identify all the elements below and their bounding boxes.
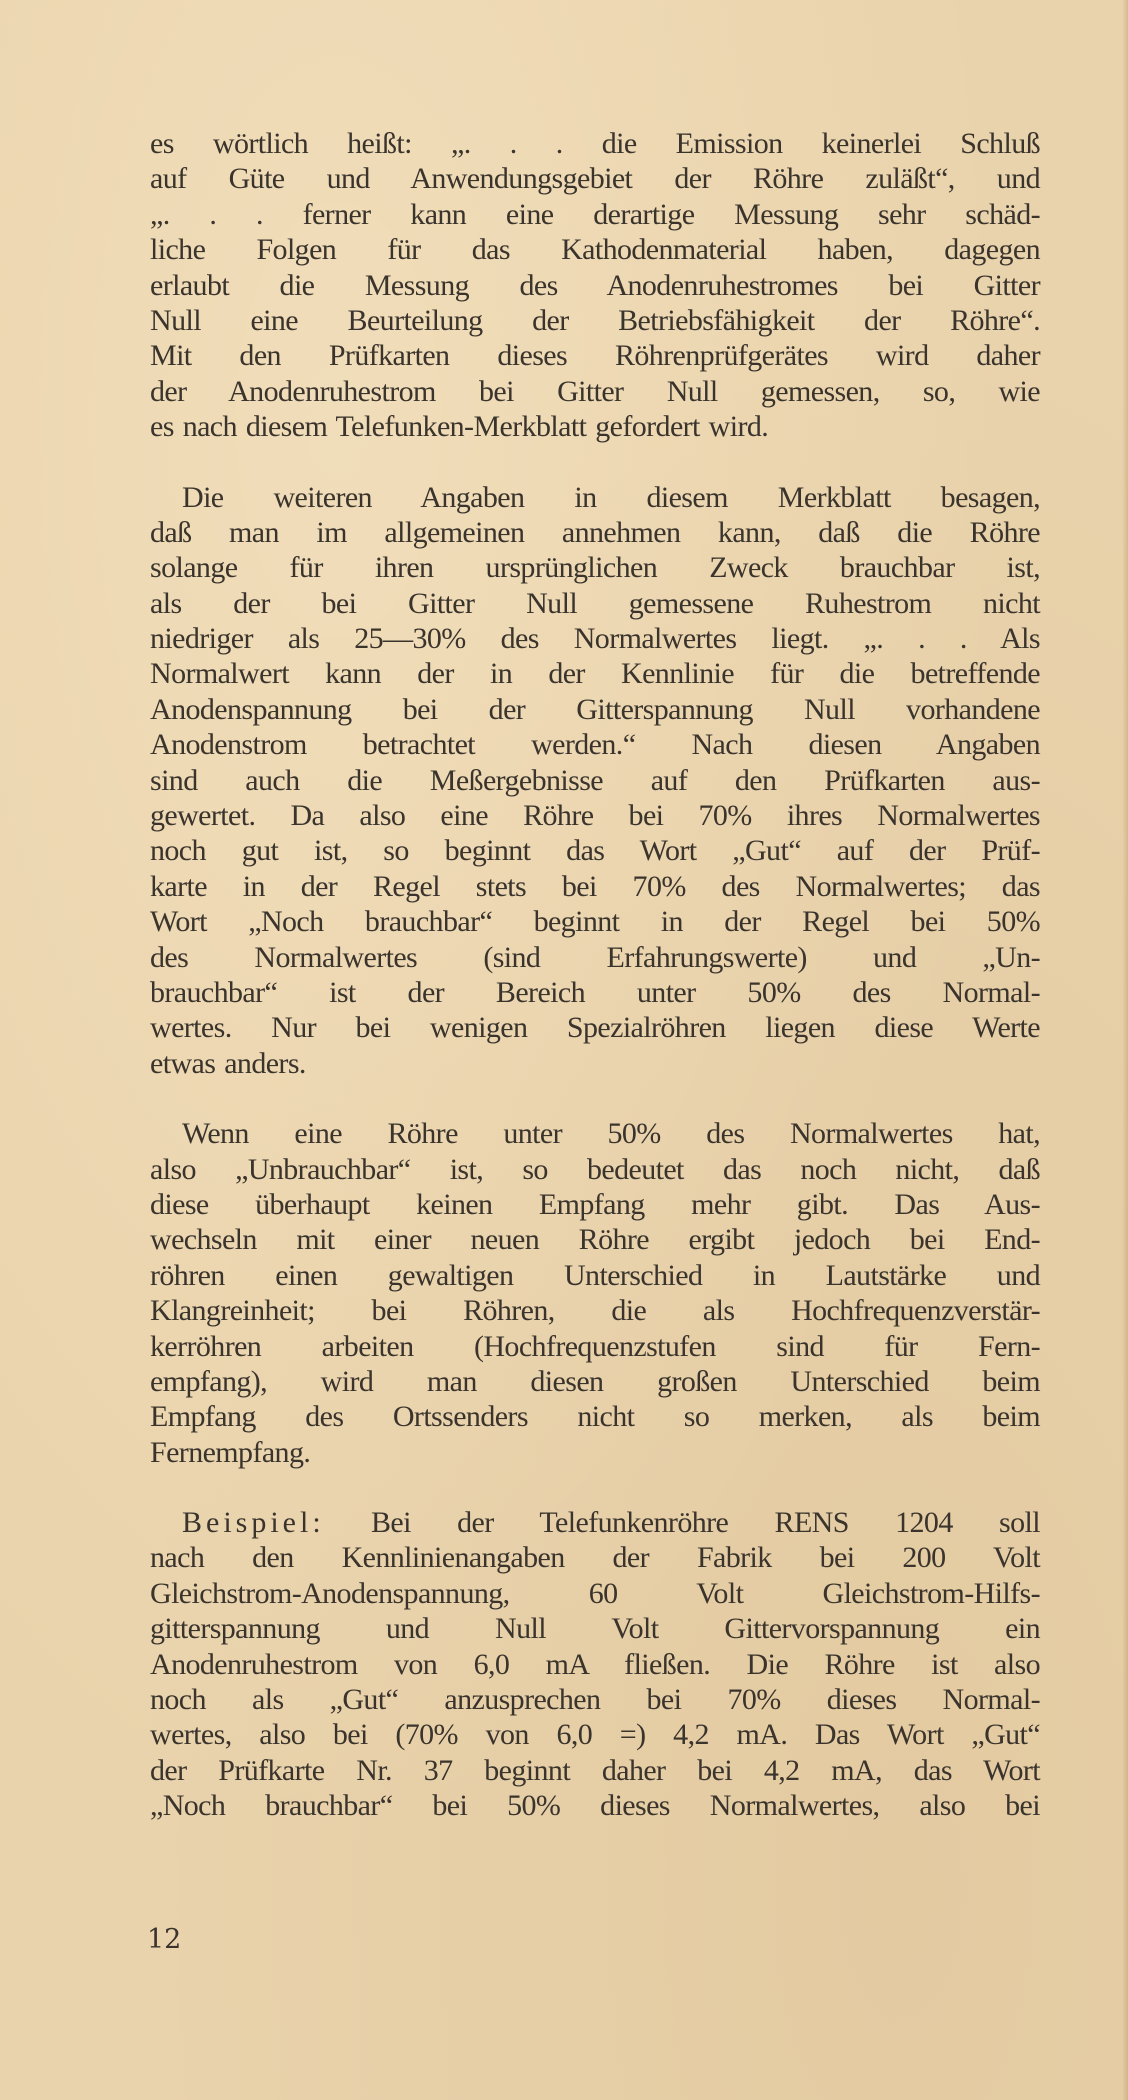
text-line: auf Güte und Anwendungsgebiet der Röhre zuläßt“, und bbox=[150, 162, 1040, 196]
text-line: nach den Kennlinienangaben der Fabrik bei 200 Volt bbox=[150, 1541, 1040, 1575]
example-lead: Beispiel: bbox=[182, 1506, 325, 1540]
text-line: sind auch die Meßergebnisse auf den Prüfkarten aus- bbox=[150, 763, 1040, 797]
text-line: als der bei Gitter Null gemessene Ruhestrom nicht bbox=[150, 586, 1040, 620]
text-line: niedriger als 25—30% des Normalwertes liegt. „. . . Als bbox=[150, 622, 1040, 656]
text-line: liche Folgen für das Kathodenmaterial haben, dagegen bbox=[150, 233, 1040, 267]
text-line: Mit den Prüfkarten dieses Röhrenprüfgerätes wird daher bbox=[150, 339, 1040, 373]
text-line: wertes, also bei (70% von 6,0 =) 4,2 mA. Das Wort „Gut“ bbox=[150, 1718, 1040, 1752]
text-line: Null eine Beurteilung der Betriebsfähigkeit der Röhre“. bbox=[150, 303, 1040, 337]
text-line: daß man im allgemeinen annehmen kann, daß die Röhre bbox=[150, 515, 1040, 549]
text-line: wertes. Nur bei wenigen Spezialröhren liegen diese Werte bbox=[150, 1011, 1040, 1045]
text-line: Anodenruhestrom von 6,0 mA fließen. Die Röhre ist also bbox=[150, 1647, 1040, 1681]
paragraph-3 bbox=[150, 1116, 1040, 1470]
text-line: es wörtlich heißt: „. . . die Emission keinerlei Schluß bbox=[150, 127, 1040, 160]
text-line: erlaubt die Messung des Anodenruhestromes bei Gitter bbox=[150, 268, 1040, 302]
text-line: Anodenstrom betrachtet werden.“ Nach diesen Angaben bbox=[150, 728, 1040, 762]
text-line: „Noch brauchbar“ bei 50% dieses Normalwertes, also bei bbox=[150, 1789, 1040, 1823]
page-number: 12 bbox=[147, 1924, 182, 1955]
text-line: also „Unbrauchbar“ ist, so bedeutet das noch nicht, daß bbox=[150, 1152, 1040, 1186]
text-line: Wenn eine Röhre unter 50% des Normalwertes hat, bbox=[182, 1117, 1040, 1151]
text-line: Fernempfang. bbox=[150, 1435, 311, 1469]
text-line: Wort „Noch brauchbar“ beginnt in der Regel bei 50% bbox=[150, 905, 1040, 939]
text-line: kerröhren arbeiten (Hochfrequenzstufen sind für Fern- bbox=[150, 1329, 1040, 1363]
text-line: gewertet. Da also eine Röhre bei 70% ihres Normalwertes bbox=[150, 799, 1040, 833]
text-line: wechseln mit einer neuen Röhre ergibt jedoch bei End- bbox=[150, 1223, 1040, 1257]
text-line: empfang), wird man diesen großen Unterschied beim bbox=[150, 1364, 1040, 1398]
paragraph-1 bbox=[150, 126, 1040, 445]
text-line: Klangreinheit; bei Röhren, die als Hochfrequenzverstär- bbox=[150, 1294, 1040, 1328]
text-line: röhren einen gewaltigen Unterschied in Lautstärke und bbox=[150, 1258, 1040, 1292]
text-line: Anodenspannung bei der Gitterspannung Null vorhandene bbox=[150, 692, 1040, 726]
text-line: diese überhaupt keinen Empfang mehr gibt. Das Aus- bbox=[150, 1187, 1040, 1221]
text-line: der Prüfkarte Nr. 37 beginnt daher bei 4,2 mA, das Wort bbox=[150, 1753, 1040, 1787]
paragraph-2 bbox=[150, 480, 1040, 1082]
text-line: Empfang des Ortssenders nicht so merken, als beim bbox=[150, 1400, 1040, 1434]
text-line: des Normalwertes (sind Erfahrungswerte) und „Un- bbox=[150, 940, 1040, 974]
text-line: der Anodenruhestrom bei Gitter Null gemessen, so, wie bbox=[150, 374, 1040, 408]
example-first-line: Bei der Telefunkenröhre RENS 1204 soll bbox=[324, 1506, 1040, 1540]
text-line: noch als „Gut“ anzusprechen bei 70% dieses Normal- bbox=[150, 1683, 1040, 1717]
paragraph-4-example bbox=[150, 1505, 1040, 1824]
body-text bbox=[150, 126, 1040, 1859]
page-edge-shadow bbox=[1122, 0, 1128, 2100]
text-line: es nach diesem Telefunken-Merkblatt gefordert wird. bbox=[150, 410, 769, 444]
text-line: gitterspannung und Null Volt Gittervorspannung ein bbox=[150, 1612, 1040, 1646]
text-line: etwas anders. bbox=[150, 1046, 306, 1080]
text-line: Die weiteren Angaben in diesem Merkblatt besagen, bbox=[182, 480, 1040, 514]
text-line: Gleichstrom-Anodenspannung, 60 Volt Gleichstrom-Hilfs- bbox=[150, 1576, 1040, 1610]
text-line: karte in der Regel stets bei 70% des Normalwertes; das bbox=[150, 869, 1040, 903]
text-line: brauchbar“ ist der Bereich unter 50% des Normal- bbox=[150, 975, 1040, 1009]
text-line: Normalwert kann der in der Kennlinie für die betreffende bbox=[150, 657, 1040, 691]
text-line: noch gut ist, so beginnt das Wort „Gut“ auf der Prüf- bbox=[150, 834, 1040, 868]
text-line bbox=[150, 1505, 1040, 1540]
text-line: solange für ihren ursprünglichen Zweck brauchbar ist, bbox=[150, 551, 1040, 585]
text-line: „. . . ferner kann eine derartige Messung sehr schäd- bbox=[150, 197, 1040, 231]
